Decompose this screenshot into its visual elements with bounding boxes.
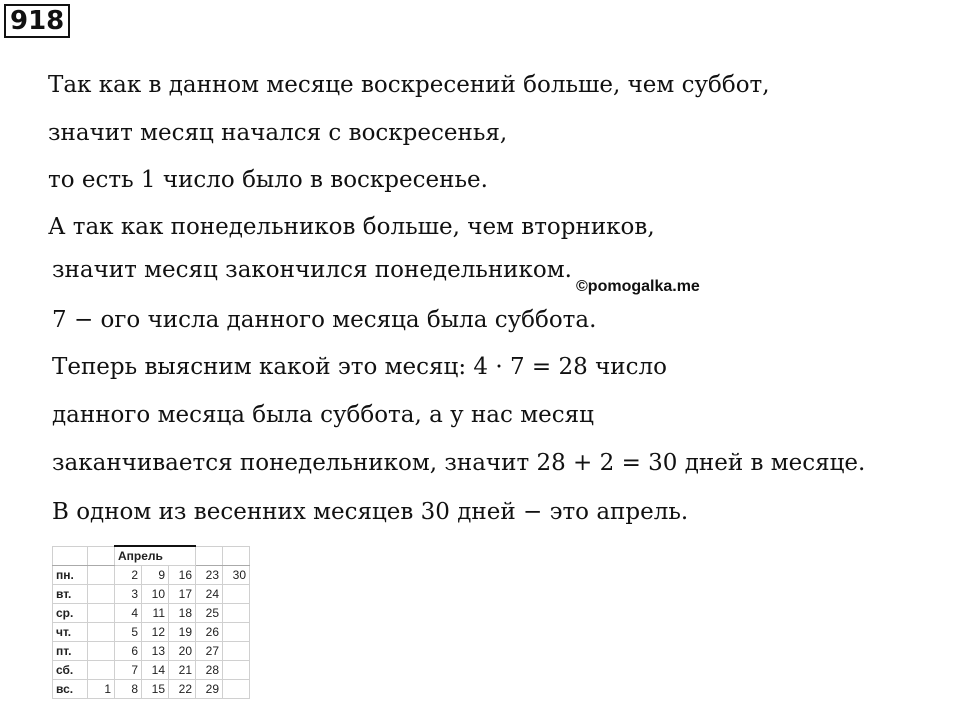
calendar-row [53, 642, 250, 661]
calendar-day-cell: 14 [142, 661, 169, 680]
calendar-day-cell [88, 661, 115, 680]
calendar-day-cell: 29 [196, 680, 223, 699]
solution-line-5: значит месяц закончился понедельником. [52, 257, 572, 283]
calendar-header-blank [223, 546, 250, 566]
solution-line-9: заканчивается понедельником, значит 28 + 2 = 30 дней в месяце. [52, 450, 866, 476]
calendar-day-cell [88, 604, 115, 623]
calendar-day-cell: 20 [169, 642, 196, 661]
calendar-day-cell [223, 680, 250, 699]
calendar-day-cell: 6 [115, 642, 142, 661]
calendar-table [52, 545, 250, 699]
calendar-day-cell [88, 623, 115, 642]
calendar-day-cell [223, 642, 250, 661]
calendar-day-cell: 19 [169, 623, 196, 642]
calendar-weekday-label: ср. [53, 604, 88, 623]
calendar-day-cell: 21 [169, 661, 196, 680]
calendar-day-cell: 2 [115, 566, 142, 585]
calendar-header-blank [88, 546, 115, 566]
calendar-day-cell: 16 [169, 566, 196, 585]
calendar-day-cell: 23 [196, 566, 223, 585]
calendar-day-cell: 22 [169, 680, 196, 699]
calendar-row [53, 661, 250, 680]
task-number-box: 918 [4, 4, 70, 38]
calendar-weekday-label: вт. [53, 585, 88, 604]
calendar-day-cell: 3 [115, 585, 142, 604]
solution-line-6: 7 − ого числа данного месяца была суббота. [52, 307, 597, 333]
solution-line-1: Так как в данном месяце воскресений больше, чем суббот, [48, 72, 770, 98]
calendar-row [53, 585, 250, 604]
calendar-day-cell: 10 [142, 585, 169, 604]
calendar-day-cell [88, 566, 115, 585]
calendar-row [53, 680, 250, 699]
calendar-day-cell: 17 [169, 585, 196, 604]
solution-line-10: В одном из весенних месяцев 30 дней − это апрель. [52, 499, 689, 525]
calendar-day-cell: 4 [115, 604, 142, 623]
calendar-corner-cell [53, 546, 88, 566]
calendar-day-cell [223, 661, 250, 680]
calendar-weekday-label: сб. [53, 661, 88, 680]
calendar-day-cell [223, 604, 250, 623]
calendar-row [53, 604, 250, 623]
calendar-row [53, 623, 250, 642]
calendar-day-cell: 15 [142, 680, 169, 699]
calendar-day-cell: 30 [223, 566, 250, 585]
calendar-weekday-label: пт. [53, 642, 88, 661]
solution-line-8: данного месяца была суббота, а у нас месяц [52, 402, 594, 428]
calendar-weekday-label: вс. [53, 680, 88, 699]
solution-line-3: то есть 1 число было в воскресенье. [48, 167, 488, 193]
calendar-month-title: Апрель [115, 546, 196, 566]
calendar-day-cell: 26 [196, 623, 223, 642]
calendar-day-cell: 25 [196, 604, 223, 623]
calendar-day-cell: 8 [115, 680, 142, 699]
calendar-day-cell: 27 [196, 642, 223, 661]
calendar-day-cell: 7 [115, 661, 142, 680]
calendar-day-cell: 13 [142, 642, 169, 661]
calendar-weekday-label: чт. [53, 623, 88, 642]
calendar-day-cell: 28 [196, 661, 223, 680]
solution-line-2: значит месяц начался с воскресенья, [48, 120, 508, 146]
calendar-weekday-label: пн. [53, 566, 88, 585]
solution-line-4: А так как понедельников больше, чем вторников, [48, 214, 655, 240]
calendar-day-cell [223, 585, 250, 604]
calendar-day-cell: 18 [169, 604, 196, 623]
calendar-day-cell: 11 [142, 604, 169, 623]
calendar-day-cell [88, 585, 115, 604]
solution-line-7: Теперь выясним какой это месяц: 4 · 7 = 28 число [52, 354, 667, 380]
calendar-day-cell [88, 642, 115, 661]
calendar-day-cell: 9 [142, 566, 169, 585]
calendar-day-cell: 5 [115, 623, 142, 642]
watermark: ©pomogalka.me [576, 278, 700, 295]
calendar-day-cell: 24 [196, 585, 223, 604]
calendar-day-cell: 12 [142, 623, 169, 642]
calendar-header-blank [196, 546, 223, 566]
calendar-day-cell [223, 623, 250, 642]
calendar-row [53, 566, 250, 585]
calendar-header-row [53, 546, 250, 566]
calendar-day-cell: 1 [88, 680, 115, 699]
